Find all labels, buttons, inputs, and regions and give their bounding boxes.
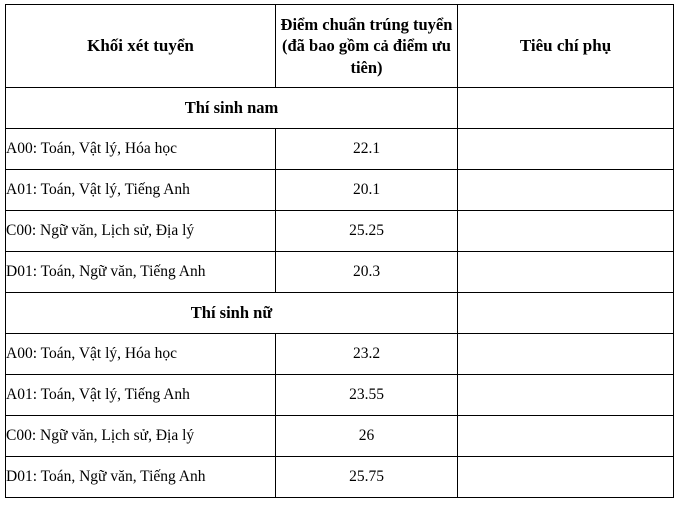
table-row [6,170,674,211]
cell-score: 20.1 [276,170,458,211]
cell-extra [458,416,674,457]
table-row [6,334,674,375]
column-header-block: Khối xét tuyển [6,5,276,88]
table-row [6,375,674,416]
column-header-extra: Tiêu chí phụ [458,5,674,88]
cell-extra [458,211,674,252]
cell-score: 25.75 [276,457,458,498]
cell-score: 25.25 [276,211,458,252]
cell-block: C00: Ngữ văn, Lịch sử, Địa lý [6,211,276,252]
table-row [6,416,674,457]
cell-block: A01: Toán, Vật lý, Tiếng Anh [6,375,276,416]
cell-extra [458,129,674,170]
column-header-score: Điểm chuẩn trúng tuyển (đã bao gồm cả điểm ưu tiên) [276,5,458,88]
cell-extra [458,252,674,293]
cell-score: 20.3 [276,252,458,293]
group-extra-cell [458,88,674,129]
cell-score: 23.2 [276,334,458,375]
table-row [6,252,674,293]
cell-extra [458,375,674,416]
table-body [6,88,674,498]
group-label: Thí sinh nam [6,88,458,129]
table-header [6,5,674,88]
header-row [6,5,674,88]
cell-block: A01: Toán, Vật lý, Tiếng Anh [6,170,276,211]
cell-block: A00: Toán, Vật lý, Hóa học [6,334,276,375]
cell-block: C00: Ngữ văn, Lịch sử, Địa lý [6,416,276,457]
cell-block: D01: Toán, Ngữ văn, Tiếng Anh [6,457,276,498]
table-row [6,457,674,498]
cell-score: 22.1 [276,129,458,170]
group-header-row [6,293,674,334]
cell-extra [458,457,674,498]
table-row [6,211,674,252]
cell-block: D01: Toán, Ngữ văn, Tiếng Anh [6,252,276,293]
table-row [6,129,674,170]
group-extra-cell [458,293,674,334]
admission-score-table [5,4,674,498]
group-label: Thí sinh nữ [6,293,458,334]
cell-score: 23.55 [276,375,458,416]
cell-extra [458,334,674,375]
cell-extra [458,170,674,211]
cell-score: 26 [276,416,458,457]
group-header-row [6,88,674,129]
cell-block: A00: Toán, Vật lý, Hóa học [6,129,276,170]
